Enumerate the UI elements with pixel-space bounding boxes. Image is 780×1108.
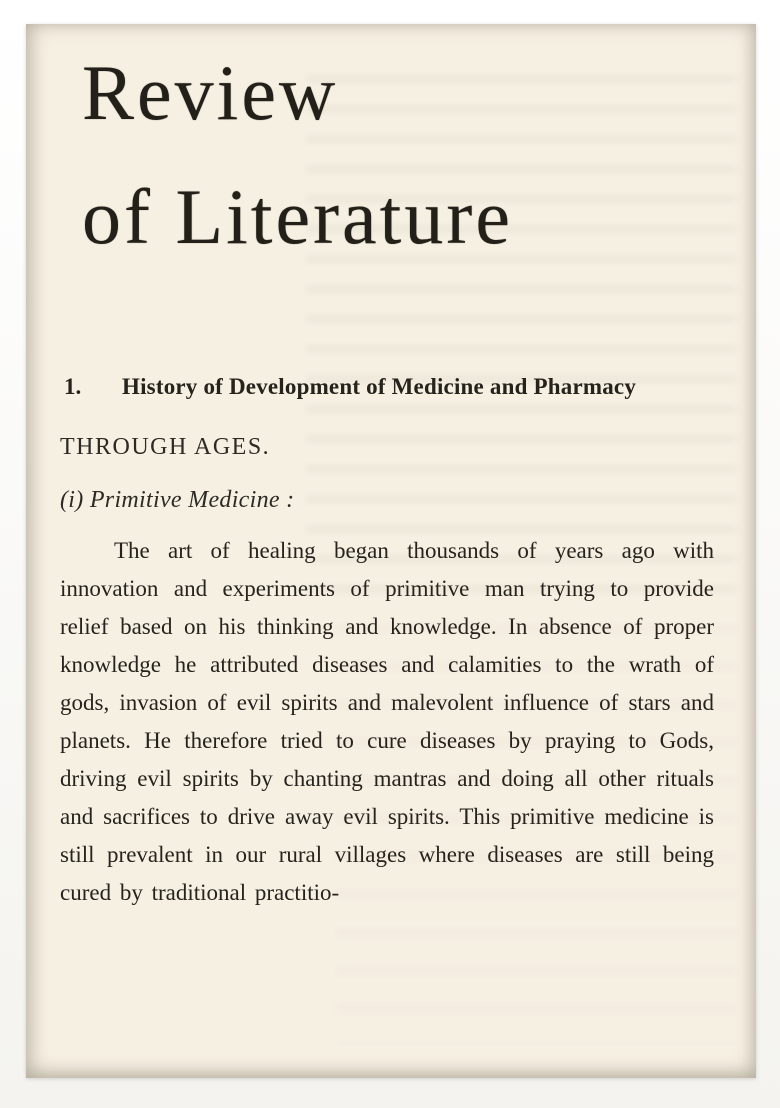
page-content (26, 24, 756, 912)
subsection-label: (i) Primitive Medicine : (60, 487, 295, 513)
section-heading-text: History of Development of Medicine and Pharmacy (122, 374, 637, 399)
chapter-title-line1: Review (82, 49, 339, 136)
section-subheading: THROUGH AGES. (60, 434, 271, 460)
body-paragraph: The art of healing began thousands of years ago with innovation and experiments of primitive man trying to provide relief based on his thinking and knowledge. In absence of proper knowledge he attributed diseases and calamities to the wrath of gods, invasion of evil spirits and malevolent influence of stars and planets. He therefore tried to cure diseases by praying to Gods, driving evil spirits by chanting mantras and doing all other rituals and sacrifices to drive away evil spirits. This primitive medicine is still prevalent in our rural villages where diseases are still being cured by traditional practitio- (60, 538, 714, 905)
section-number: 1. (64, 374, 82, 399)
chapter-title-line2: of Literature (82, 173, 513, 260)
section-heading (64, 374, 714, 400)
book-page (26, 24, 756, 1078)
chapter-title (82, 49, 714, 260)
